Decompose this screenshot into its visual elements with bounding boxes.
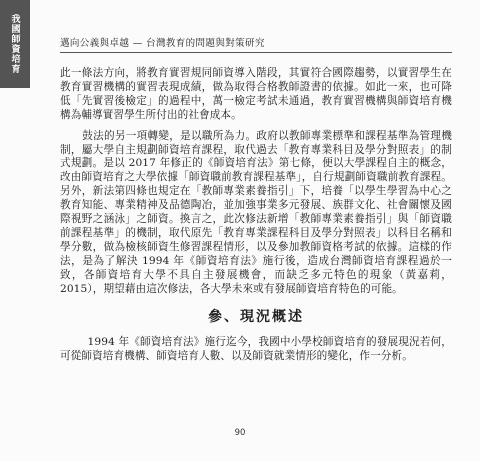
paragraph-3: 1994 年《師資培育法》施行迄今，我國中小學校師資培育的發展現況若何，可從師資培育機構、師資培育人數、以及師資就業情形的變化，作一分析。 xyxy=(60,336,452,363)
page-number: 90 xyxy=(234,428,246,438)
side-tab-label: 我國師資培育 xyxy=(9,14,20,74)
running-header: 邁向公義與卓越 — 台灣教育的問題與對策研究 xyxy=(60,38,265,49)
paragraph-1: 此一條法方向，將教育實習規同師資導入階段，其實符合國際趨勢，以實習學生在教育實習機構的實習表現成績，做為取得合格教師證書的依據。如此一來，也可降低「先實習後檢定」的過程中，萬一檢定考試未通過，教育實習機構與師資培育機構為輔導實習學生所付出的社會成本。 xyxy=(60,67,452,121)
paragraph-2: 鼓法的另一項轉變，是以職所為力。政府以教師專業標準和課程基準為管理機制，屬大學自主規劃師資培育課程，取代過去「教育專業科目及學分對照表」的制式規劃。是以 2017 年修正的《師資培育法》第七條，便以大學課程自主的概念，改由師資培育之大學依據「師資職前教育課程基準」，自行規劃師資職前教育課程。另外，新法第四條也規定在「教師專業素養指引」下，培養「以學生學習為中心之教育知能、專業精神及品德陶冶，並加強事業多元發展、族群文化、社會關懷及國際視野之涵泳」之師資。換言之，此次修法新增「教師專業素養指引」與「師資職前課程基準」的機制，取代原先「教育專業課程科目及學分對照表」以科目名稱和學分數，做為檢核師資生修習課程情形，以及參加教師資格考試的依據。這樣的作法，是為了解決 1994 年《師資培育法》施行後，造成台灣師資培育課程過於一致，各師資培育大學不具自主發展機會，而缺乏多元特色的現象（黃嘉莉，2015），期望藉由這次修法，各大學未來或有發展師資培育特色的可能。 xyxy=(60,129,452,295)
section-heading: 參、現況概述 xyxy=(208,308,304,325)
chapter-side-tab xyxy=(0,0,30,88)
header-rule xyxy=(60,52,452,53)
body-text xyxy=(60,67,452,364)
